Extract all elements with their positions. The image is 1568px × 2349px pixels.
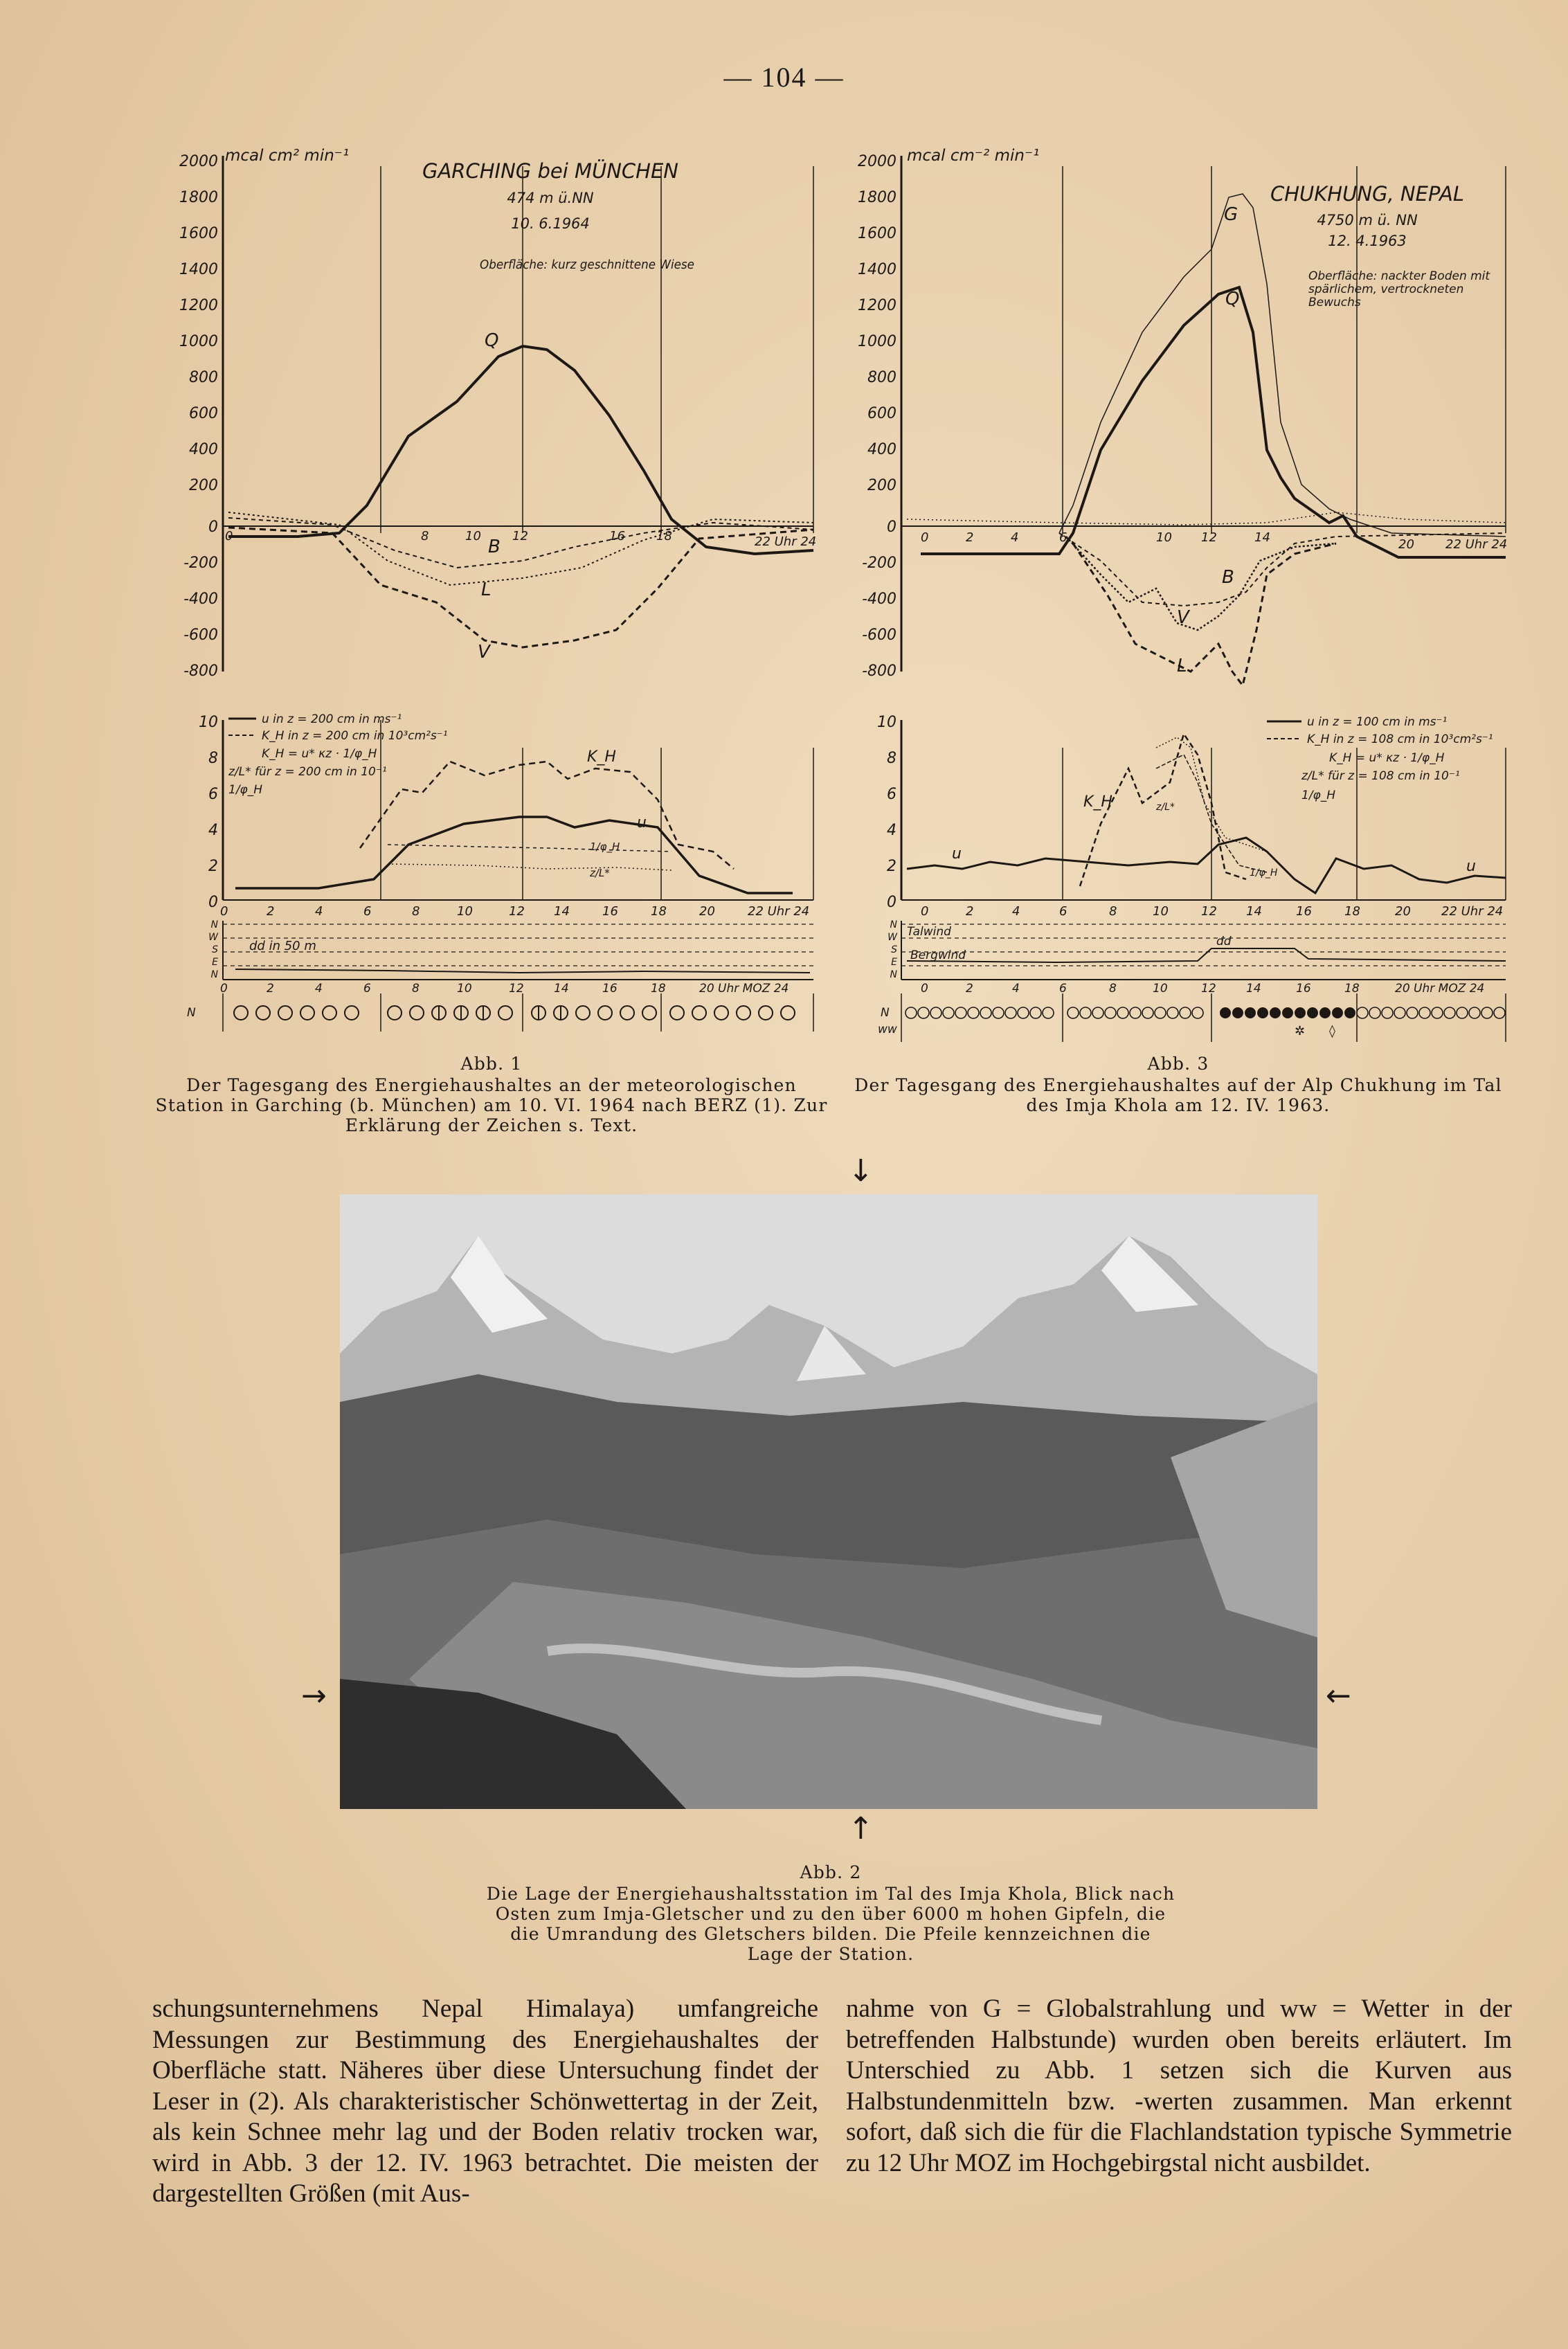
fig3-x-ticks-mid bbox=[921, 904, 1503, 919]
svg-text:10: 10 bbox=[465, 529, 481, 543]
fig3-caption bbox=[846, 1054, 1511, 1115]
svg-text:N: N bbox=[890, 919, 897, 930]
svg-text:0: 0 bbox=[208, 519, 218, 536]
fig1-surface: Oberfläche: kurz geschnittene Wiese bbox=[480, 258, 694, 272]
svg-text:10: 10 bbox=[1153, 904, 1169, 919]
svg-text:W: W bbox=[887, 932, 897, 943]
svg-text:8: 8 bbox=[421, 529, 429, 543]
svg-text:10: 10 bbox=[199, 714, 218, 731]
svg-text:-400: -400 bbox=[862, 591, 896, 608]
fig1-x-ticks-wind bbox=[220, 982, 788, 996]
svg-text:u: u bbox=[637, 814, 647, 831]
svg-text:2: 2 bbox=[267, 982, 274, 996]
fig3-date: 12. 4.1963 bbox=[1328, 233, 1407, 249]
fig3-curve-B bbox=[1059, 533, 1506, 606]
svg-text:8: 8 bbox=[208, 750, 218, 767]
svg-text:20 Uhr MOZ 24: 20 Uhr MOZ 24 bbox=[1395, 982, 1485, 996]
svg-text:10: 10 bbox=[457, 904, 473, 919]
fig3-curve-L bbox=[1073, 543, 1336, 685]
svg-text:S: S bbox=[212, 944, 218, 955]
fig1-wind-text: dd in 50 m bbox=[249, 939, 316, 953]
svg-text:20: 20 bbox=[1395, 904, 1411, 919]
svg-text:14: 14 bbox=[554, 982, 569, 996]
svg-text:-400: -400 bbox=[183, 591, 218, 608]
svg-text:200: 200 bbox=[867, 477, 896, 494]
svg-text:1400: 1400 bbox=[858, 261, 896, 278]
fig3-curve-G bbox=[1059, 194, 1506, 537]
svg-text:18: 18 bbox=[656, 529, 672, 543]
body-column-left bbox=[152, 1994, 818, 2210]
svg-text:-200: -200 bbox=[183, 555, 218, 572]
svg-text:4: 4 bbox=[1011, 530, 1019, 545]
svg-text:Q: Q bbox=[1225, 289, 1240, 309]
fig1-legend bbox=[228, 712, 448, 797]
svg-text:22 Uhr 24: 22 Uhr 24 bbox=[1441, 904, 1504, 919]
svg-text:4: 4 bbox=[887, 822, 896, 839]
svg-text:V: V bbox=[478, 642, 490, 663]
fig3-curve-u bbox=[907, 838, 1506, 893]
svg-text:L: L bbox=[481, 579, 492, 600]
body-column-right bbox=[846, 1994, 1512, 2179]
svg-text:1/φ_H: 1/φ_H bbox=[228, 783, 263, 797]
svg-text:N: N bbox=[210, 919, 218, 930]
svg-text:u in z = 100 cm in ms⁻¹: u in z = 100 cm in ms⁻¹ bbox=[1307, 715, 1448, 729]
svg-text:400: 400 bbox=[189, 441, 218, 458]
svg-text:8: 8 bbox=[887, 750, 896, 767]
svg-text:K_H = u* κz · 1/φ_H: K_H = u* κz · 1/φ_H bbox=[1329, 751, 1445, 765]
svg-text:B: B bbox=[1222, 567, 1234, 588]
svg-text:1400: 1400 bbox=[179, 261, 218, 278]
mountain-photo bbox=[340, 1194, 1317, 1809]
svg-text:10: 10 bbox=[877, 714, 896, 731]
fig3-mid-labels bbox=[952, 793, 1476, 879]
svg-text:S: S bbox=[891, 944, 897, 955]
fig1-curve-labels bbox=[478, 330, 501, 663]
svg-text:Talwind: Talwind bbox=[907, 925, 951, 939]
svg-text:Bergwind: Bergwind bbox=[910, 948, 966, 962]
fig1-cloud-label: N bbox=[187, 1006, 196, 1020]
svg-text:0: 0 bbox=[225, 529, 233, 543]
svg-text:0: 0 bbox=[921, 904, 929, 919]
fig1-cloud-symbols bbox=[234, 1006, 795, 1020]
fig1-wind-labels bbox=[208, 919, 219, 980]
svg-text:12: 12 bbox=[509, 904, 525, 919]
svg-text:1600: 1600 bbox=[858, 225, 896, 242]
fig1-curve-phi bbox=[388, 845, 672, 852]
fig1-wind-curve bbox=[235, 969, 810, 973]
station-arrow-left: → bbox=[301, 1678, 327, 1713]
svg-text:ww: ww bbox=[878, 1023, 897, 1036]
svg-text:6: 6 bbox=[208, 786, 218, 803]
svg-text:2: 2 bbox=[966, 904, 974, 919]
svg-text:2000: 2000 bbox=[179, 153, 218, 170]
svg-text:14: 14 bbox=[1246, 904, 1262, 919]
fig3-wind-text bbox=[907, 925, 1232, 962]
svg-text:20 Uhr MOZ 24: 20 Uhr MOZ 24 bbox=[699, 982, 789, 996]
svg-text:K_H in z = 108 cm in 10³cm²s⁻¹: K_H in z = 108 cm in 10³cm²s⁻¹ bbox=[1307, 732, 1493, 746]
svg-text:-800: -800 bbox=[862, 663, 896, 680]
svg-text:16: 16 bbox=[1296, 982, 1311, 996]
svg-text:8: 8 bbox=[412, 904, 420, 919]
svg-text:18: 18 bbox=[1344, 904, 1360, 919]
fig2-caption-text: Die Lage der Energiehaushaltsstation im Tal des Imja Khola, Blick nach Osten zum Imja-Gletscher und zu den über 6000 m hohen Gipfeln, die die Umrandung des Gletschers bilden. Die Pfeile kennzeichnen die Lage der Station. bbox=[486, 1884, 1175, 1964]
svg-text:4: 4 bbox=[1012, 982, 1020, 996]
svg-text:8: 8 bbox=[1109, 982, 1117, 996]
fig1-caption-label: Abb. 1 bbox=[460, 1054, 523, 1074]
svg-text:200: 200 bbox=[189, 477, 218, 494]
svg-text:E: E bbox=[891, 957, 897, 968]
fig2-caption-label: Abb. 2 bbox=[800, 1862, 862, 1882]
fig3-unit: mcal cm⁻² min⁻¹ bbox=[907, 147, 1040, 165]
svg-text:u: u bbox=[952, 845, 962, 863]
svg-text:u in z = 200 cm in ms⁻¹: u in z = 200 cm in ms⁻¹ bbox=[262, 712, 402, 726]
svg-text:4: 4 bbox=[1012, 904, 1020, 919]
svg-text:18: 18 bbox=[651, 904, 667, 919]
svg-text:6: 6 bbox=[887, 786, 896, 803]
svg-text:K_H: K_H bbox=[1083, 793, 1112, 811]
svg-text:20: 20 bbox=[699, 904, 715, 919]
fig1-caption-text: Der Tagesgang des Energiehaushaltes an der meteorologischen Station in Garching (b. München) am 10. VI. 1964 nach BERZ (1). Zur Erklärung der Zeichen s. Text. bbox=[155, 1075, 828, 1135]
svg-text:G: G bbox=[1224, 204, 1238, 225]
fig3-wind-curve bbox=[907, 948, 1506, 962]
body-paragraph-left: schungsunternehmens Nepal Himalaya) umfangreiche Messungen zur Bestimmung des Energiehaushaltes der Oberfläche statt. Näheres über diese Untersuchung findet der Leser in (2). Als charakteristischer Schönwettertag in der Zeit, als kein Schnee mehr lag und der Boden relativ trocken war, wird in Abb. 3 der 12. IV. 1963 betrachtet. Die meisten der dargestellten Größen (mit Aus- bbox=[152, 1995, 818, 2208]
svg-text:-600: -600 bbox=[862, 627, 896, 644]
fig2-caption bbox=[485, 1862, 1177, 1964]
svg-text:6: 6 bbox=[1059, 904, 1067, 919]
svg-text:1000: 1000 bbox=[179, 333, 218, 350]
svg-text:12: 12 bbox=[512, 529, 528, 543]
fig3-y-ticks-mid bbox=[877, 714, 896, 911]
svg-text:E: E bbox=[212, 957, 218, 968]
svg-text:0: 0 bbox=[921, 530, 929, 545]
svg-text:22 Uhr 24: 22 Uhr 24 bbox=[748, 904, 810, 919]
svg-text:600: 600 bbox=[189, 405, 218, 422]
svg-text:12: 12 bbox=[509, 982, 524, 996]
svg-text:8: 8 bbox=[412, 982, 420, 996]
svg-text:1600: 1600 bbox=[179, 225, 218, 242]
svg-text:2: 2 bbox=[966, 530, 974, 545]
fig3-caption-label: Abb. 3 bbox=[1147, 1054, 1209, 1074]
svg-text:18: 18 bbox=[651, 982, 666, 996]
svg-text:16: 16 bbox=[602, 982, 618, 996]
fig3-elevation: 4750 m ü. NN bbox=[1317, 212, 1418, 228]
fig3-caption-text: Der Tagesgang des Energiehaushaltes auf der Alp Chukhung im Tal des Imja Khola am 12. IV. 1963. bbox=[854, 1075, 1502, 1115]
svg-text:16: 16 bbox=[609, 529, 625, 543]
svg-text:14: 14 bbox=[554, 904, 570, 919]
station-arrow-top: ↓ bbox=[848, 1153, 874, 1189]
svg-text:4: 4 bbox=[315, 982, 323, 996]
fig1-caption bbox=[149, 1054, 834, 1135]
fig3-wind-labels bbox=[887, 919, 898, 980]
svg-text:1800: 1800 bbox=[858, 189, 896, 206]
fig3-surface: Oberfläche: nackter Boden mit spärlichem, vertrockneten Bewuchs bbox=[1308, 270, 1490, 309]
svg-text:z/L* für z = 200 cm in 10⁻¹: z/L* für z = 200 cm in 10⁻¹ bbox=[228, 765, 387, 779]
svg-text:0: 0 bbox=[921, 982, 928, 996]
svg-text:6: 6 bbox=[1059, 530, 1067, 545]
fig1-unit: mcal cm² min⁻¹ bbox=[225, 147, 350, 165]
svg-text:2: 2 bbox=[966, 982, 973, 996]
svg-text:z/L*: z/L* bbox=[590, 867, 610, 879]
fig3-station: CHUKHUNG, NEPAL bbox=[1270, 182, 1464, 206]
svg-text:✲: ✲ bbox=[1295, 1024, 1306, 1038]
svg-text:L: L bbox=[1177, 656, 1187, 676]
svg-text:1200: 1200 bbox=[179, 297, 218, 314]
svg-text:0: 0 bbox=[220, 904, 228, 919]
fig1-station: GARCHING bei MÜNCHEN bbox=[422, 159, 678, 183]
fig3-cloud-labels bbox=[878, 1006, 897, 1036]
svg-text:N: N bbox=[890, 969, 897, 980]
svg-text:10: 10 bbox=[1153, 982, 1168, 996]
svg-text:16: 16 bbox=[602, 904, 618, 919]
svg-text:1/φ_H: 1/φ_H bbox=[1250, 867, 1278, 879]
svg-text:2: 2 bbox=[887, 858, 896, 875]
svg-text:N: N bbox=[210, 969, 218, 980]
svg-text:2: 2 bbox=[208, 858, 218, 875]
fig3-curve-V bbox=[1066, 537, 1336, 630]
svg-text:1200: 1200 bbox=[858, 297, 896, 314]
svg-text:10: 10 bbox=[1156, 530, 1172, 545]
svg-text:1800: 1800 bbox=[179, 189, 218, 206]
svg-text:2000: 2000 bbox=[858, 153, 896, 170]
svg-text:16: 16 bbox=[1296, 904, 1312, 919]
svg-text:4: 4 bbox=[315, 904, 323, 919]
svg-text:u: u bbox=[1466, 858, 1476, 875]
fig1-y-ticks-mid bbox=[199, 714, 218, 911]
svg-text:20: 20 bbox=[1398, 537, 1414, 552]
svg-text:K_H in z = 200 cm in 10³cm²s⁻¹: K_H in z = 200 cm in 10³cm²s⁻¹ bbox=[262, 729, 448, 743]
svg-text:8: 8 bbox=[1109, 904, 1117, 919]
svg-text:18: 18 bbox=[1344, 982, 1360, 996]
svg-text:-800: -800 bbox=[183, 663, 218, 680]
fig1-date: 10. 6.1964 bbox=[511, 215, 590, 232]
figure-3-chart bbox=[851, 145, 1523, 1045]
svg-text:22 Uhr 24: 22 Uhr 24 bbox=[1445, 537, 1508, 552]
svg-text:12: 12 bbox=[1201, 982, 1216, 996]
svg-text:12: 12 bbox=[1201, 530, 1217, 545]
svg-text:1000: 1000 bbox=[858, 333, 896, 350]
svg-text:N: N bbox=[881, 1006, 890, 1020]
svg-text:W: W bbox=[208, 932, 218, 943]
svg-text:600: 600 bbox=[867, 405, 896, 422]
svg-text:1/φ_H: 1/φ_H bbox=[590, 840, 620, 853]
page-number: — 104 — bbox=[723, 62, 845, 93]
svg-text:10: 10 bbox=[457, 982, 472, 996]
fig3-curve-dotted bbox=[907, 512, 1506, 525]
body-paragraph-right: nahme von G = Globalstrahlung und ww = Wetter in der betreffenden Halbstunde) wurden oben bereits erläutert. Im Unterschied zu Abb. 1 setzen sich die Kurven aus Halbstundenmitteln bzw. -werten zusammen. Man erkennt sofort, daß sich die für die Flachlandstation typische Symmetrie zu 12 Uhr MOZ im Hochgebirgstal nicht ausbildet. bbox=[846, 1995, 1512, 2177]
fig3-y-ticks-top bbox=[858, 153, 896, 680]
svg-text:V: V bbox=[1177, 607, 1189, 628]
svg-text:0: 0 bbox=[887, 894, 896, 911]
svg-text:dd: dd bbox=[1216, 935, 1232, 948]
svg-text:800: 800 bbox=[867, 369, 896, 386]
svg-text:0: 0 bbox=[220, 982, 228, 996]
svg-text:6: 6 bbox=[363, 904, 372, 919]
svg-text:K_H: K_H bbox=[587, 748, 616, 766]
svg-text:800: 800 bbox=[189, 369, 218, 386]
svg-text:22 Uhr 24: 22 Uhr 24 bbox=[755, 534, 817, 549]
svg-text:14: 14 bbox=[1246, 982, 1261, 996]
fig1-y-ticks-top bbox=[179, 153, 218, 680]
svg-text:1/φ_H: 1/φ_H bbox=[1301, 789, 1336, 802]
svg-text:-200: -200 bbox=[862, 555, 896, 572]
svg-text:6: 6 bbox=[363, 982, 371, 996]
fig1-curve-V bbox=[228, 528, 813, 647]
fig1-elevation: 474 m ü.NN bbox=[507, 190, 594, 206]
svg-text:0: 0 bbox=[208, 894, 218, 911]
svg-text:14: 14 bbox=[1254, 530, 1270, 545]
svg-text:0: 0 bbox=[887, 519, 896, 536]
svg-text:6: 6 bbox=[1059, 982, 1067, 996]
svg-text:B: B bbox=[488, 537, 501, 557]
fig3-legend bbox=[1267, 715, 1493, 802]
fig3-weather-symbols bbox=[1295, 1024, 1335, 1038]
fig1-curve-KH bbox=[360, 762, 734, 869]
fig1-x-ticks-mid bbox=[220, 904, 809, 919]
station-arrow-bottom: ↑ bbox=[848, 1811, 874, 1846]
svg-text:z/L*: z/L* bbox=[1156, 802, 1175, 813]
svg-text:2: 2 bbox=[267, 904, 275, 919]
svg-text:z/L* für z = 108 cm in 10⁻¹: z/L* für z = 108 cm in 10⁻¹ bbox=[1301, 769, 1460, 783]
fig3-cloud-symbols-filled bbox=[1220, 1007, 1355, 1018]
fig3-cloud-symbols bbox=[905, 1007, 1505, 1018]
svg-text:K_H = u* κz · 1/φ_H: K_H = u* κz · 1/φ_H bbox=[262, 747, 377, 761]
svg-text:◊: ◊ bbox=[1329, 1024, 1335, 1038]
fig3-x-ticks-wind bbox=[921, 982, 1484, 996]
svg-text:400: 400 bbox=[867, 441, 896, 458]
figure-1-chart bbox=[159, 145, 824, 1045]
station-arrow-right: ← bbox=[1326, 1678, 1351, 1713]
svg-text:12: 12 bbox=[1201, 904, 1217, 919]
svg-text:-600: -600 bbox=[183, 627, 218, 644]
svg-text:4: 4 bbox=[208, 822, 218, 839]
svg-text:Q: Q bbox=[485, 330, 499, 351]
fig1-curve-zL bbox=[388, 864, 672, 870]
fig1-curve-u bbox=[235, 817, 793, 893]
